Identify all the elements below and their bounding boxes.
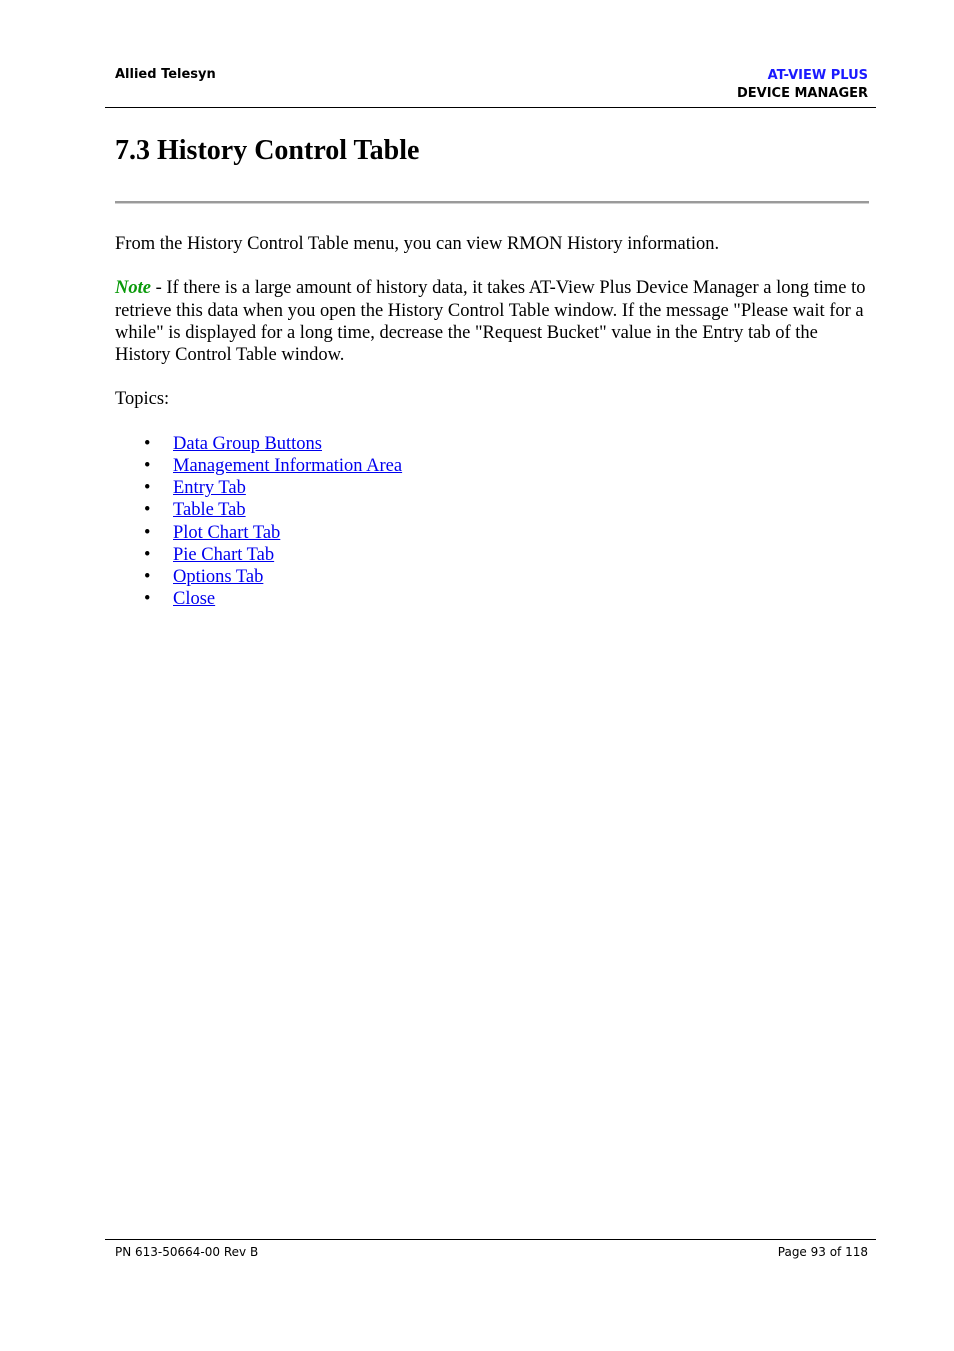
footer-part-number: PN 613-50664-00 Rev B — [115, 1245, 259, 1259]
list-item — [115, 522, 875, 544]
bullet-icon: • — [144, 433, 151, 454]
header-company: Allied Telesyn — [115, 67, 216, 82]
note-paragraph — [115, 277, 875, 366]
topic-link-table-tab[interactable]: Table Tab — [173, 500, 246, 521]
list-item — [115, 433, 875, 455]
bullet-icon: • — [144, 566, 151, 587]
topics-list — [115, 433, 875, 611]
topic-link-entry-tab[interactable]: Entry Tab — [173, 478, 246, 499]
topic-link-close[interactable]: Close — [173, 589, 216, 610]
body-content — [115, 233, 875, 610]
bullet-icon: • — [144, 522, 151, 543]
topic-link-management-information-area[interactable]: Management Information Area — [173, 455, 403, 476]
bullet-icon: • — [144, 478, 151, 499]
note-label: Note — [115, 278, 151, 299]
title-divider — [115, 201, 869, 204]
list-item — [115, 544, 875, 566]
list-item — [115, 477, 875, 499]
topic-link-options-tab[interactable]: Options Tab — [173, 566, 264, 587]
note-text: - If there is a large amount of history data, it takes AT-View Plus Device Manager a long time to retrieve this data when you open the History Control Table window. If the message "Please wait for a while" is displayed for a long time, decrease the "Request Bucket" value in the Entry tab of the History Control Table window. — [115, 278, 866, 365]
header-divider — [105, 107, 876, 108]
header-subtitle: DEVICE MANAGER — [736, 86, 868, 101]
list-item — [115, 588, 875, 610]
bullet-icon: • — [144, 544, 151, 565]
topic-link-pie-chart-tab[interactable]: Pie Chart Tab — [173, 544, 275, 565]
header-product: AT-VIEW PLUS — [767, 68, 868, 83]
list-item — [115, 499, 875, 521]
footer-page-number: Page 93 of 118 — [777, 1245, 868, 1259]
header-product-block — [737, 67, 868, 103]
list-item — [115, 455, 875, 477]
list-item — [115, 566, 875, 588]
page-title: 7.3 History Control Table — [115, 135, 420, 166]
bullet-icon: • — [144, 500, 151, 521]
intro-paragraph: From the History Control Table menu, you can view RMON History information. — [115, 234, 720, 254]
topics-label: Topics: — [115, 389, 170, 410]
footer-divider — [105, 1239, 876, 1240]
bullet-icon: • — [144, 589, 151, 610]
bullet-icon: • — [144, 455, 151, 476]
topic-link-data-group-buttons[interactable]: Data Group Buttons — [173, 433, 323, 454]
topic-link-plot-chart-tab[interactable]: Plot Chart Tab — [173, 522, 281, 543]
